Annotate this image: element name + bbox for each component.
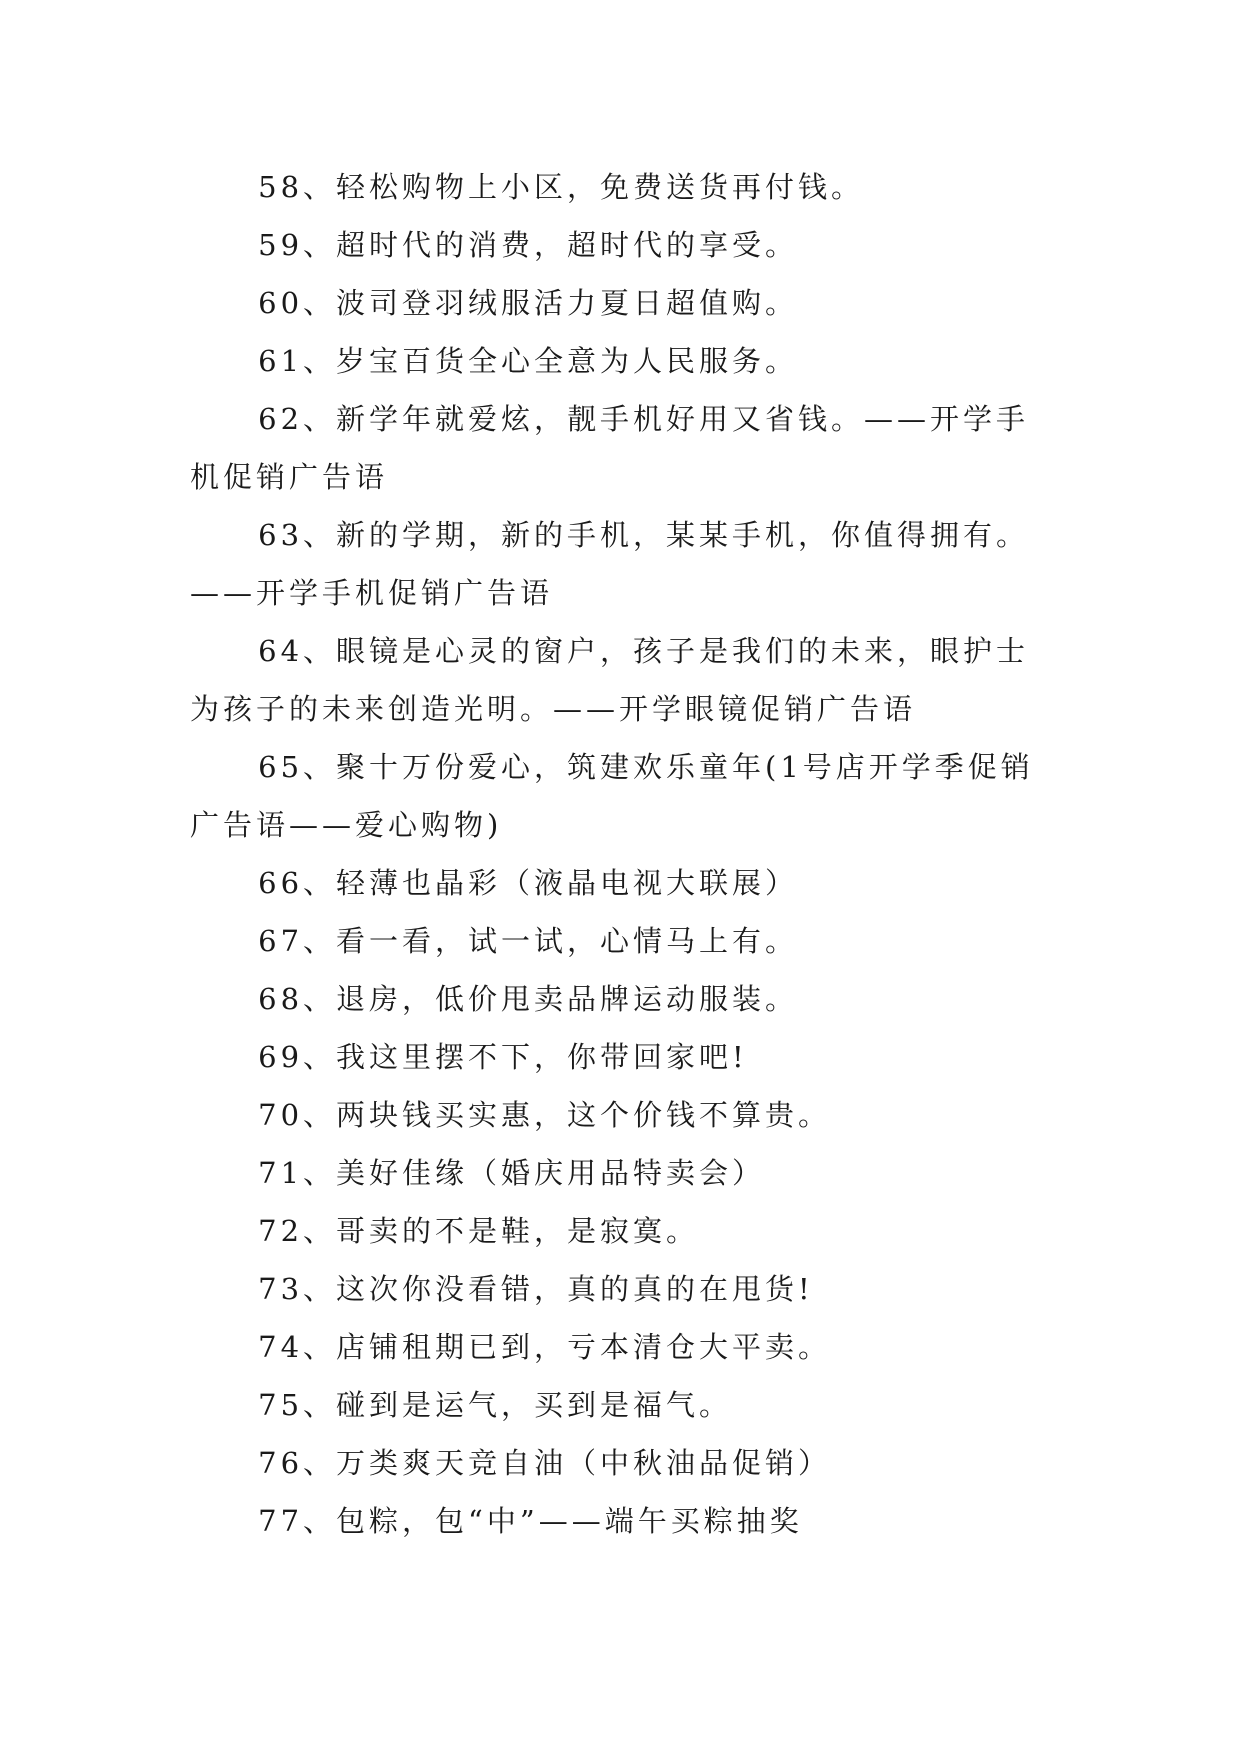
list-item: 74、店铺租期已到，亏本清仓大平卖。 [258, 1330, 832, 1364]
list-item: 59、超时代的消费，超时代的享受。 [258, 228, 799, 262]
list-item: 62、新学年就爱炫，靓手机好用又省钱。——开学手机促销广告语 [190, 402, 1030, 494]
list-item: 73、这次你没看错，真的真的在甩货! [258, 1272, 814, 1306]
list-item: 71、美好佳缘（婚庆用品特卖会） [258, 1156, 766, 1190]
list-item: 67、看一看，试一试，心情马上有。 [258, 924, 799, 958]
list-item: 64、眼镜是心灵的窗户，孩子是我们的未来，眼护士为孩子的未来创造光明。——开学眼镜促销广告语 [190, 634, 1030, 726]
list-item: 69、我这里摆不下，你带回家吧! [258, 1040, 748, 1074]
document-body [190, 158, 1050, 1550]
list-item: 58、轻松购物上小区，免费送货再付钱。 [258, 170, 865, 204]
list-item: 68、退房，低价甩卖品牌运动服装。 [258, 982, 799, 1016]
list-item: 76、万类爽天竞自油（中秋油品促销） [258, 1446, 832, 1480]
list-item: 61、岁宝百货全心全意为人民服务。 [258, 344, 799, 378]
list-item: 63、新的学期，新的手机，某某手机，你值得拥有。——开学手机促销广告语 [190, 518, 1030, 610]
list-item: 65、聚十万份爱心，筑建欢乐童年(1号店开学季促销广告语——爱心购物) [190, 750, 1034, 842]
list-item: 72、哥卖的不是鞋，是寂寞。 [258, 1214, 700, 1248]
list-item: 66、轻薄也晶彩（液晶电视大联展） [258, 866, 799, 900]
list-item: 60、波司登羽绒服活力夏日超值购。 [258, 286, 799, 320]
list-item: 75、碰到是运气，买到是福气。 [258, 1388, 733, 1422]
list-item: 77、包粽，包“中”——端午买粽抽奖 [258, 1504, 803, 1538]
list-item: 70、两块钱买实惠，这个价钱不算贵。 [258, 1098, 832, 1132]
